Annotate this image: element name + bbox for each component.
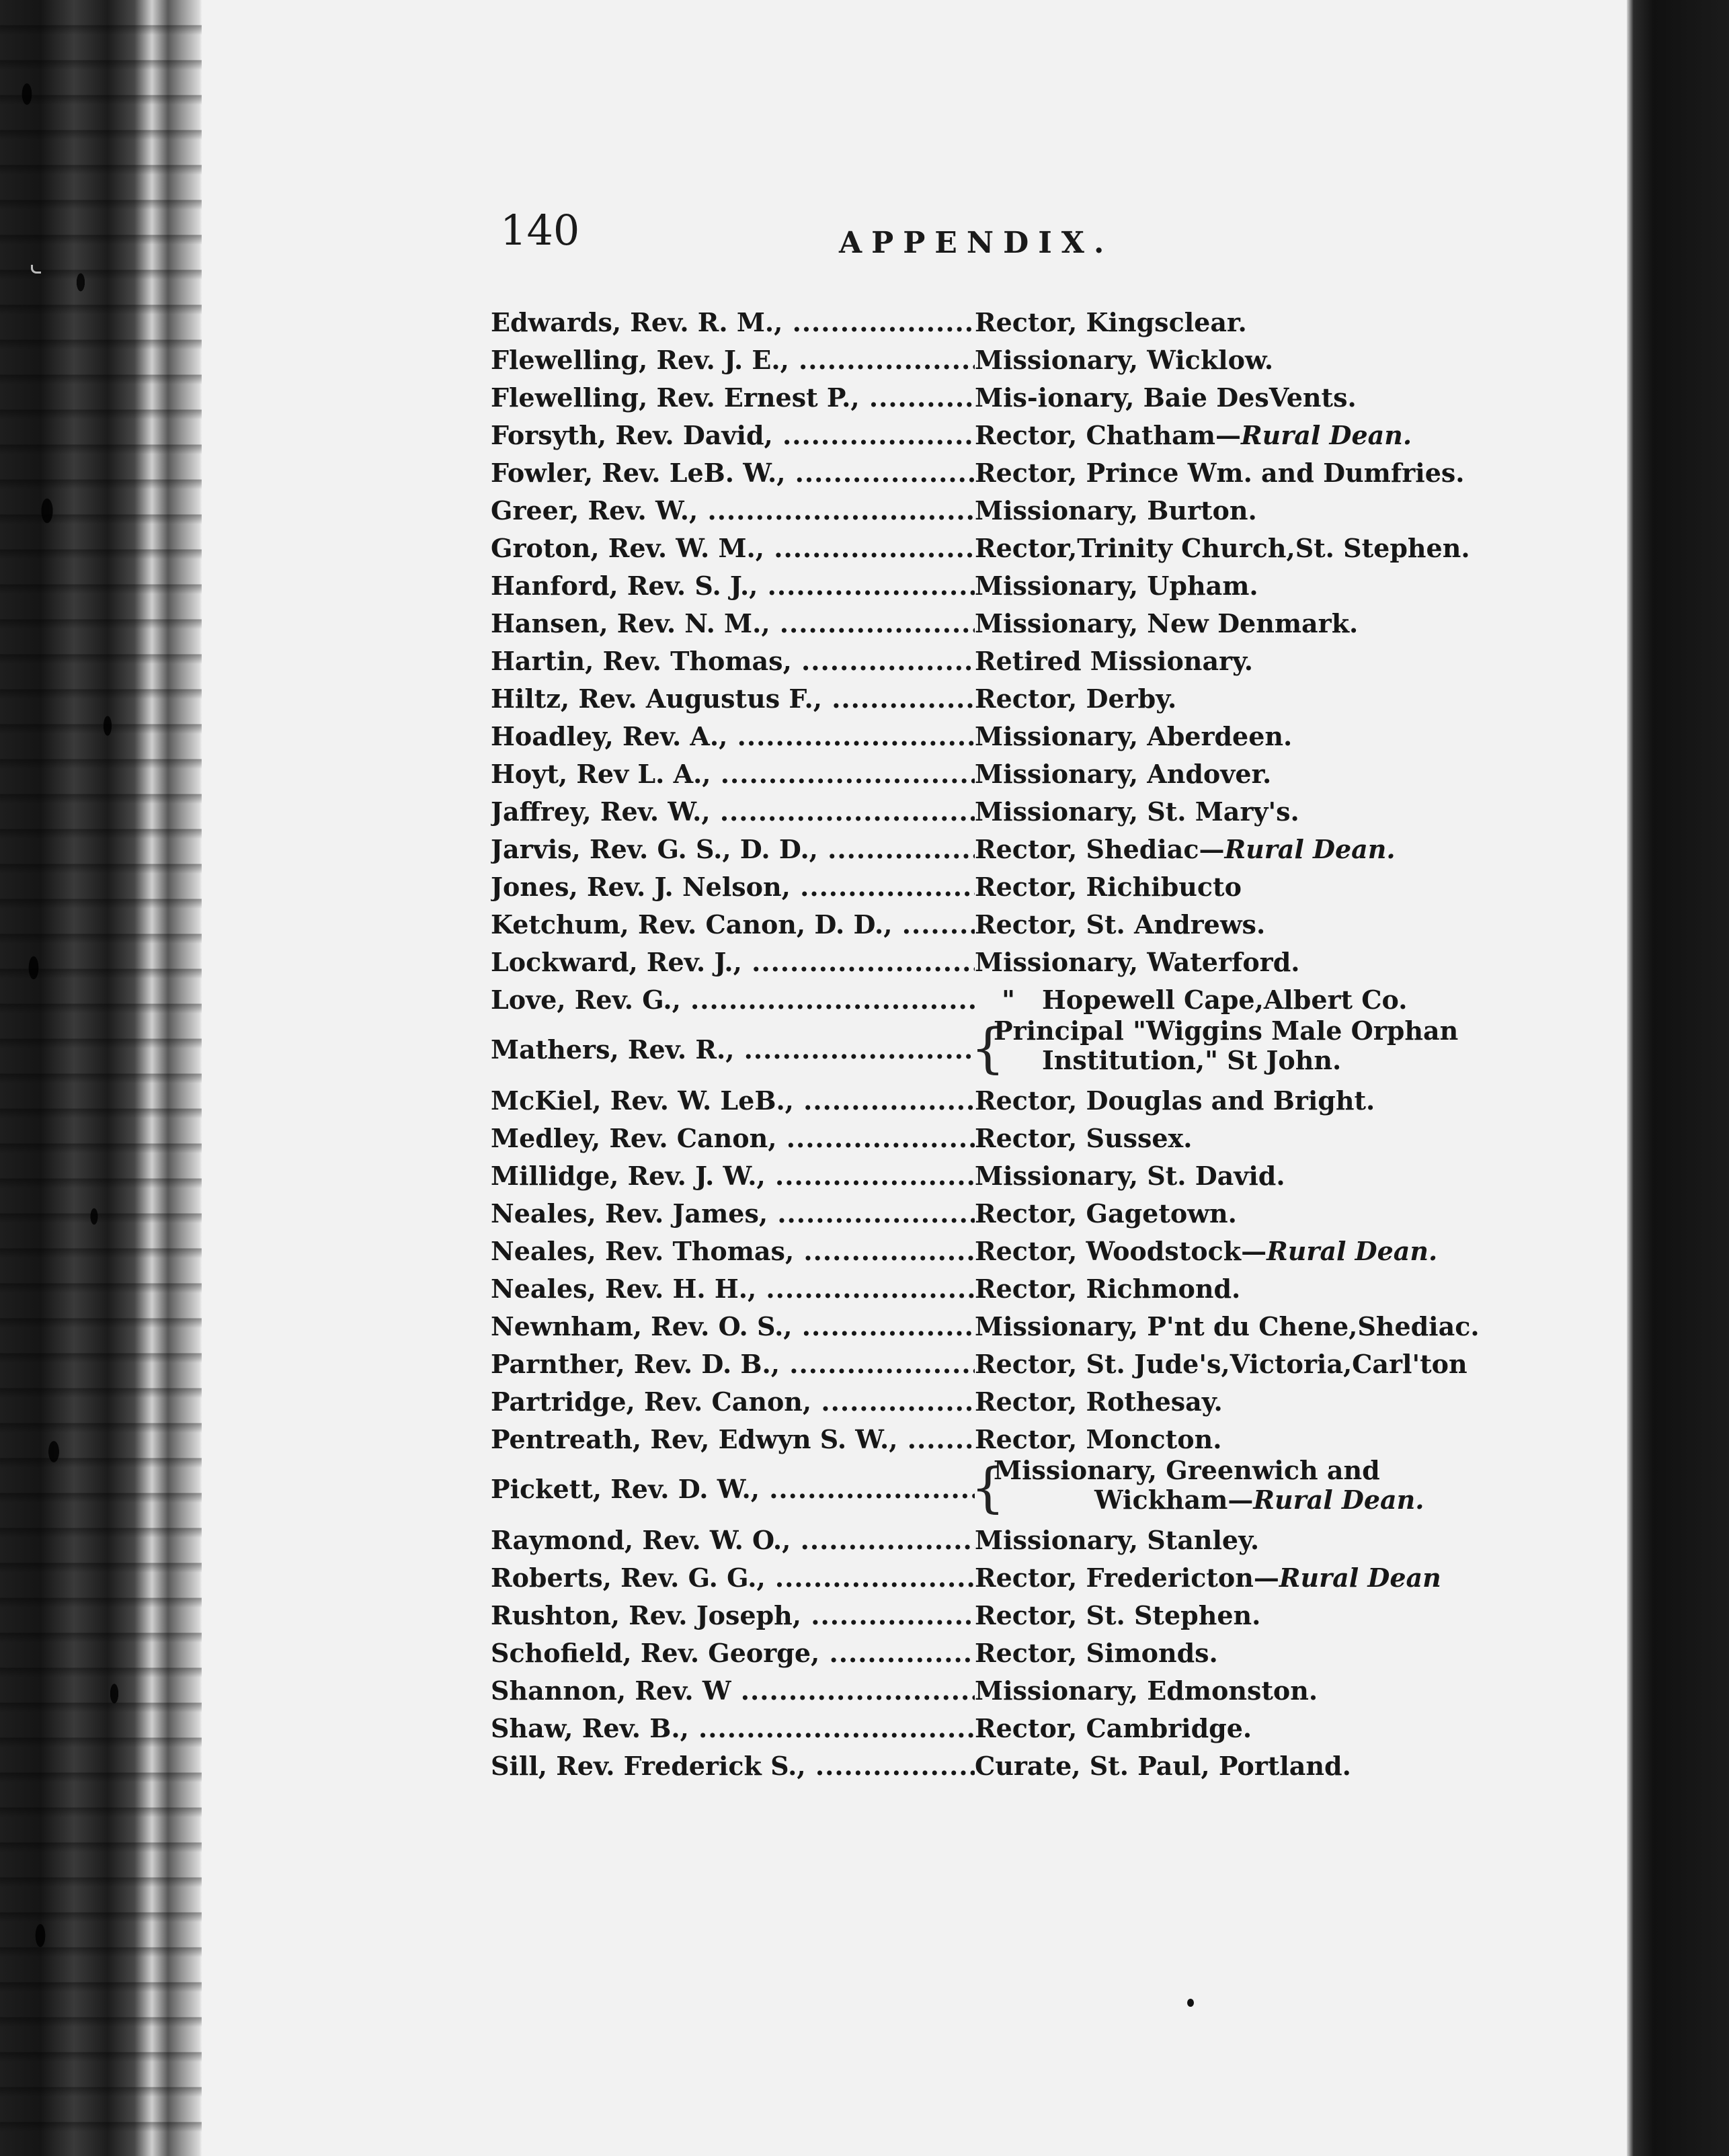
clergy-office: Missionary, St. David. — [975, 1161, 1285, 1191]
list-item — [491, 1305, 1480, 1343]
list-item — [491, 376, 1445, 414]
list-item — [491, 1594, 1445, 1632]
clergy-office: Rector, Prince Wm. and Dumfries. — [975, 458, 1465, 488]
clergy-office: Rector, Douglas and Bright. — [975, 1085, 1375, 1116]
clergy-name: Pickett, Rev. D. W., ..... — [491, 1473, 975, 1505]
list-item — [491, 602, 1445, 640]
list-item — [491, 414, 1445, 452]
clergy-name: Rushton, Rev. Joseph, ..... — [491, 1600, 975, 1632]
office-text: Rector, Chatham— — [975, 420, 1242, 450]
clergy-name: Sill, Rev. Frederick S., ..... — [491, 1750, 975, 1782]
clergy-name: Partridge, Rev. Canon, ..... — [491, 1386, 975, 1418]
rural-dean-note: Rural Dean. — [1224, 834, 1396, 864]
clergy-office: Missionary, Edmonston. — [975, 1675, 1318, 1706]
clergy-office: Rector, Derby. — [975, 683, 1177, 714]
clergy-name: Neales, Rev. H. H., ..... — [491, 1273, 975, 1305]
list-item — [491, 489, 1445, 527]
list-item — [491, 1669, 1445, 1707]
binding-spots — [0, 0, 202, 2156]
clergy-office: Missionary, Stanley. — [975, 1525, 1260, 1555]
list-item — [491, 1745, 1445, 1782]
list-item — [491, 452, 1465, 489]
margin-mark — [31, 265, 41, 274]
clergy-office: Rector, Richmond. — [975, 1274, 1241, 1304]
office-line-2: Institution," St John. — [1042, 1045, 1342, 1075]
office-line-2 — [994, 1485, 1424, 1515]
list-item — [491, 1079, 1445, 1117]
list-item — [491, 903, 1445, 941]
clergy-name: Flewelling, Rev. Ernest P., ..... — [491, 382, 975, 414]
clergy-name: Newnham, Rev. O. S., ..... — [491, 1311, 975, 1343]
list-item — [491, 1557, 1445, 1594]
clergy-office: Rector, Rothesay. — [975, 1386, 1223, 1417]
clergy-name: Millidge, Rev. J. W., ..... — [491, 1160, 975, 1192]
clergy-office: Missionary, Waterford. — [975, 947, 1300, 977]
clergy-office: Rector, Simonds. — [975, 1638, 1218, 1668]
list-item — [491, 753, 1445, 790]
clergy-name: Parnther, Rev. D. B., ..... — [491, 1348, 975, 1380]
clergy-name: Flewelling, Rev. J. E., ..... — [491, 344, 975, 376]
clergy-office: Missionary, Andover. — [975, 759, 1272, 789]
list-item — [491, 1380, 1445, 1418]
clergy-name: Groton, Rev. W. M., ..... — [491, 532, 975, 565]
list-item — [491, 1456, 1445, 1519]
clergy-name: Jaffrey, Rev. W., ..... — [491, 796, 975, 828]
clergy-name: Medley, Rev. Canon, ..... — [491, 1122, 975, 1155]
clergy-office: Rector, Sussex. — [975, 1123, 1193, 1153]
list-item — [491, 1519, 1445, 1557]
list-item — [491, 1707, 1445, 1745]
clergy-office: Missionary, New Denmark. — [975, 608, 1359, 638]
running-head: APPENDIX. — [839, 226, 1114, 260]
clergy-office: Rector, Kingsclear. — [975, 307, 1247, 337]
clergy-office: Retired Missionary. — [975, 646, 1254, 676]
brace-mark: { — [971, 1456, 1005, 1519]
list-item — [491, 677, 1445, 715]
clergy-office: Rector, Cambridge. — [975, 1713, 1252, 1743]
list-item — [491, 1155, 1445, 1192]
office-text: Rector, Shediac— — [975, 834, 1225, 864]
clergy-name: Hanford, Rev. S. J., ..... — [491, 570, 975, 602]
list-item — [491, 339, 1445, 376]
clergy-name: Hansen, Rev. N. M., ..... — [491, 608, 975, 640]
clergy-office: Rector, Gagetown. — [975, 1198, 1237, 1229]
list-item — [491, 301, 1445, 339]
list-item — [491, 527, 1470, 565]
list-item — [491, 828, 1445, 866]
clergy-office: Curate, St. Paul, Portland. — [975, 1751, 1351, 1781]
clergy-name: Forsyth, Rev. David, ..... — [491, 419, 975, 452]
office-text: Rector, Fredericton— — [975, 1563, 1279, 1593]
clergy-office: Rector, St. Andrews. — [975, 909, 1266, 940]
clergy-name: Neales, Rev. James, ..... — [491, 1198, 975, 1230]
clergy-name: McKiel, Rev. W. LeB., ..... — [491, 1085, 975, 1117]
list-item — [491, 866, 1445, 903]
clergy-office — [975, 1235, 1437, 1268]
clergy-name: Schofield, Rev. George, ..... — [491, 1637, 975, 1669]
clergy-office — [975, 1562, 1441, 1594]
rural-dean-note: Rural Dean — [1279, 1563, 1441, 1593]
clergy-name: Pentreath, Rev, Edwyn S. W., ..... — [491, 1423, 975, 1456]
clergy-name: Greer, Rev. W., ..... — [491, 495, 975, 527]
clergy-name: Hiltz, Rev. Augustus F., ..... — [491, 683, 975, 715]
page-number: 140 — [500, 206, 580, 255]
list-item — [491, 1230, 1445, 1268]
clergy-office — [994, 1456, 1424, 1515]
brace-mark: { — [971, 1017, 1005, 1079]
clergy-office: Rector, Richibucto — [975, 872, 1242, 902]
clergy-name: Love, Rev. G., ..... — [491, 984, 975, 1016]
clergy-name: Ketchum, Rev. Canon, D. D., ..... — [491, 909, 975, 941]
rural-dean-note: Rural Dean. — [1241, 420, 1412, 450]
clergy-office: Rector, Moncton. — [975, 1424, 1222, 1454]
clergy-name: Hoyt, Rev L. A., ..... — [491, 758, 975, 790]
clergy-name: Hartin, Rev. Thomas, ..... — [491, 645, 975, 677]
list-item — [491, 1632, 1445, 1669]
office-line-1: Principal "Wiggins Male Orphan — [994, 1015, 1459, 1046]
clergy-name: Jarvis, Rev. G. S., D. D., ..... — [491, 833, 975, 866]
list-item — [491, 565, 1445, 602]
rural-dean-note: Rural Dean. — [1253, 1485, 1424, 1515]
list-item — [491, 1268, 1445, 1305]
clergy-office — [975, 419, 1412, 452]
clergy-office: Missionary, Upham. — [975, 571, 1258, 601]
list-item — [491, 1117, 1445, 1155]
clergy-name: Roberts, Rev. G. G., ..... — [491, 1562, 975, 1594]
clergy-list — [491, 301, 1480, 1782]
clergy-office: Missionary, P'nt du Chene,Shediac. — [975, 1311, 1480, 1341]
clergy-office: Rector, St. Jude's,Victoria,Carl'ton — [975, 1349, 1467, 1379]
ditto-mark: " — [1002, 985, 1015, 1015]
ink-spot — [1187, 1999, 1194, 2007]
office-text: Wickham— — [1094, 1485, 1254, 1515]
clergy-office: Rector, St. Stephen. — [975, 1600, 1261, 1630]
clergy-name: Shannon, Rev. W ..... — [491, 1675, 975, 1707]
clergy-office: Missionary, Burton. — [975, 495, 1257, 526]
clergy-office — [975, 833, 1396, 866]
clergy-name: Neales, Rev. Thomas, ..... — [491, 1235, 975, 1268]
clergy-name: Edwards, Rev. R. M., ..... — [491, 306, 975, 339]
clergy-office: Missionary, Wicklow. — [975, 345, 1274, 375]
clergy-name: Lockward, Rev. J., ..... — [491, 946, 975, 979]
rural-dean-note: Rural Dean. — [1266, 1236, 1438, 1266]
clergy-name: Raymond, Rev. W. O., ..... — [491, 1524, 975, 1557]
clergy-name: Mathers, Rev. R., ..... — [491, 1034, 975, 1066]
clergy-office: Mis-ionary, Baie DesVents. — [975, 382, 1357, 413]
office-line-1: Missionary, Greenwich and — [994, 1455, 1380, 1485]
list-item — [491, 715, 1445, 753]
list-item — [491, 1015, 1459, 1079]
office-text: Rector, Woodstock— — [975, 1236, 1267, 1266]
list-item — [491, 640, 1445, 677]
clergy-name: Jones, Rev. J. Nelson, ..... — [491, 871, 975, 903]
clergy-name: Fowler, Rev. LeB. W., ..... — [491, 457, 975, 489]
right-page-edge — [1627, 0, 1729, 2156]
list-item — [491, 790, 1445, 828]
list-item — [491, 1418, 1445, 1456]
list-item — [491, 1343, 1467, 1380]
list-item — [491, 1192, 1445, 1230]
clergy-office — [975, 984, 1407, 1016]
clergy-name: Hoadley, Rev. A., ..... — [491, 720, 975, 753]
list-item — [491, 979, 1445, 1016]
office-text: Hopewell Cape,Albert Co. — [1042, 985, 1408, 1015]
clergy-office — [994, 1016, 1458, 1075]
clergy-name: Shaw, Rev. B., ..... — [491, 1712, 975, 1745]
clergy-office: Missionary, St. Mary's. — [975, 796, 1299, 827]
clergy-office: Rector,Trinity Church,St. Stephen. — [975, 533, 1470, 563]
clergy-office: Missionary, Aberdeen. — [975, 721, 1293, 751]
list-item — [491, 941, 1445, 979]
